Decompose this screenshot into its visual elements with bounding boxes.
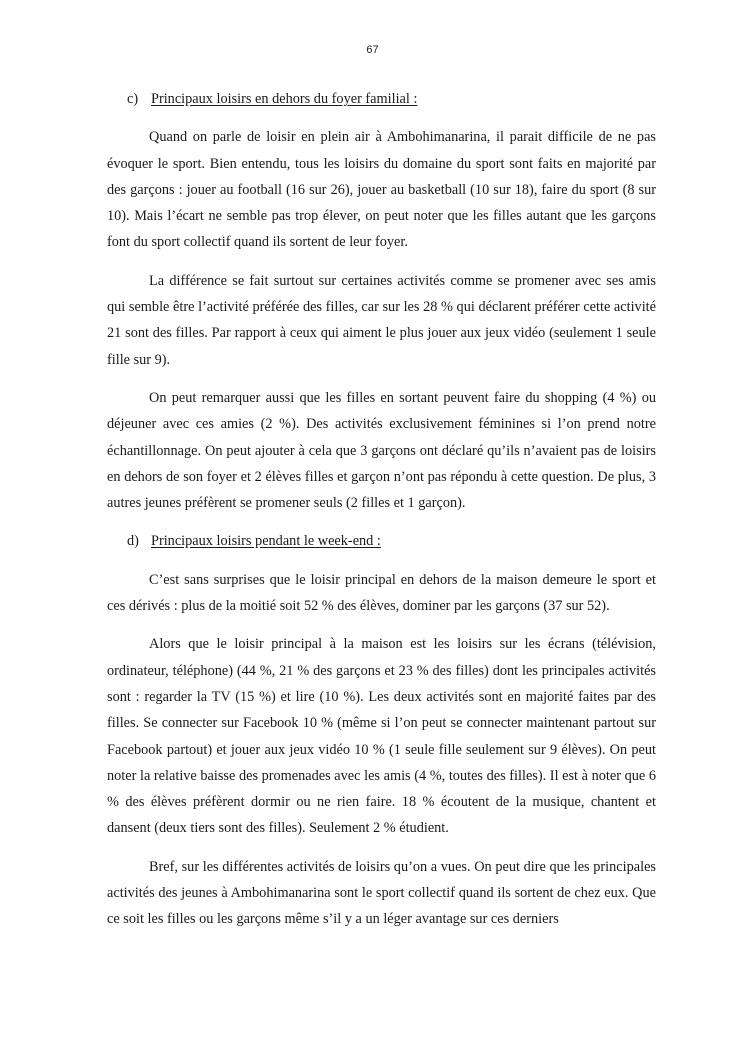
paragraph: Quand on parle de loisir en plein air à Ambohimanarina, il parait difficile de ne pas évoquer le sport. Bien entendu, tous les loisirs du domaine du sport sont faits en majorité par des garçons : jouer au football (16 sur 26), jouer au basketball (10 sur 18), faire du sport (8 sur 10). Mais l’écart ne semble pas trop élever, on peut noter que les filles autant que les garçons font du sport collectif quand ils sortent de leur foyer. — [107, 129, 656, 251]
section-title: Principaux loisirs en dehors du foyer familial : — [151, 91, 418, 107]
section-heading-d — [127, 528, 656, 554]
paragraph: Alors que le loisir principal à la maison est les loisirs sur les écrans (télévision, ordinateur, téléphone) (44 %, 21 % des garçons et 23 % des filles) dont les principales activités sont : regarder la TV (15 %) et lire (10 %). Les deux activités sont en majorité faites par des filles. Se connecter sur Facebook 10 % (même si l’on peut se connecter maintenant partout sur Facebook partout) et jouer aux jeux vidéo 10 % (1 seule fille seulement sur 9 élèves). On peut noter la relative baisse des promenades avec les amis (4 %, toutes des filles). Il est à noter que 6 % des élèves préfèrent dormir ou ne rien faire. 18 % écoutent de la musique, chantent et dansent (deux tiers sont des filles). Seulement 2 % étudient. — [107, 636, 656, 837]
paragraph: On peut remarquer aussi que les filles en sortant peuvent faire du shopping (4 %) ou déjeuner avec ces amies (2 %). Des activités exclusivement féminines si l’on prend notre échantillonnage. On peut ajouter à cela que 3 garçons ont déclaré qu’ils n’avaient pas de loisirs en dehors de son foyer et 2 élèves filles et garçon n’ont pas répondu à cette question. De plus, 3 autres jeunes préfèrent se promener seuls (2 filles et 1 garçon). — [107, 389, 656, 512]
section-title: Principaux loisirs pendant le week-end : — [151, 533, 381, 550]
document-body — [107, 86, 656, 945]
paragraph: La différence se fait surtout sur certaines activités comme se promener avec ses amis qui semble être l’activité préférée des filles, car sur les 28 % qui déclarent préférer cette activité 21 sont des filles. Par rapport à ceux qui aiment le plus jouer aux jeux vidéo (seulement 1 seule fille sur 9). — [107, 272, 656, 368]
paragraph: Bref, sur les différentes activités de loisirs qu’on a vues. On peut dire que les principales activités des jeunes à Ambohimanarina sont le sport collectif quand ils sortent de chez eux. Que ce soit les filles ou les garçons même s’il y a un léger avantage sur ces derniers — [107, 858, 656, 928]
section-marker: d) — [127, 533, 139, 550]
section-marker: c) — [127, 91, 139, 107]
page-number: 67 — [366, 44, 379, 56]
section-heading-c — [127, 86, 656, 112]
paragraph: C’est sans surprises que le loisir principal en dehors de la maison demeure le sport et ces dérivés : plus de la moitié soit 52 % des élèves, dominer par les garçons (37 sur 52). — [107, 571, 656, 615]
